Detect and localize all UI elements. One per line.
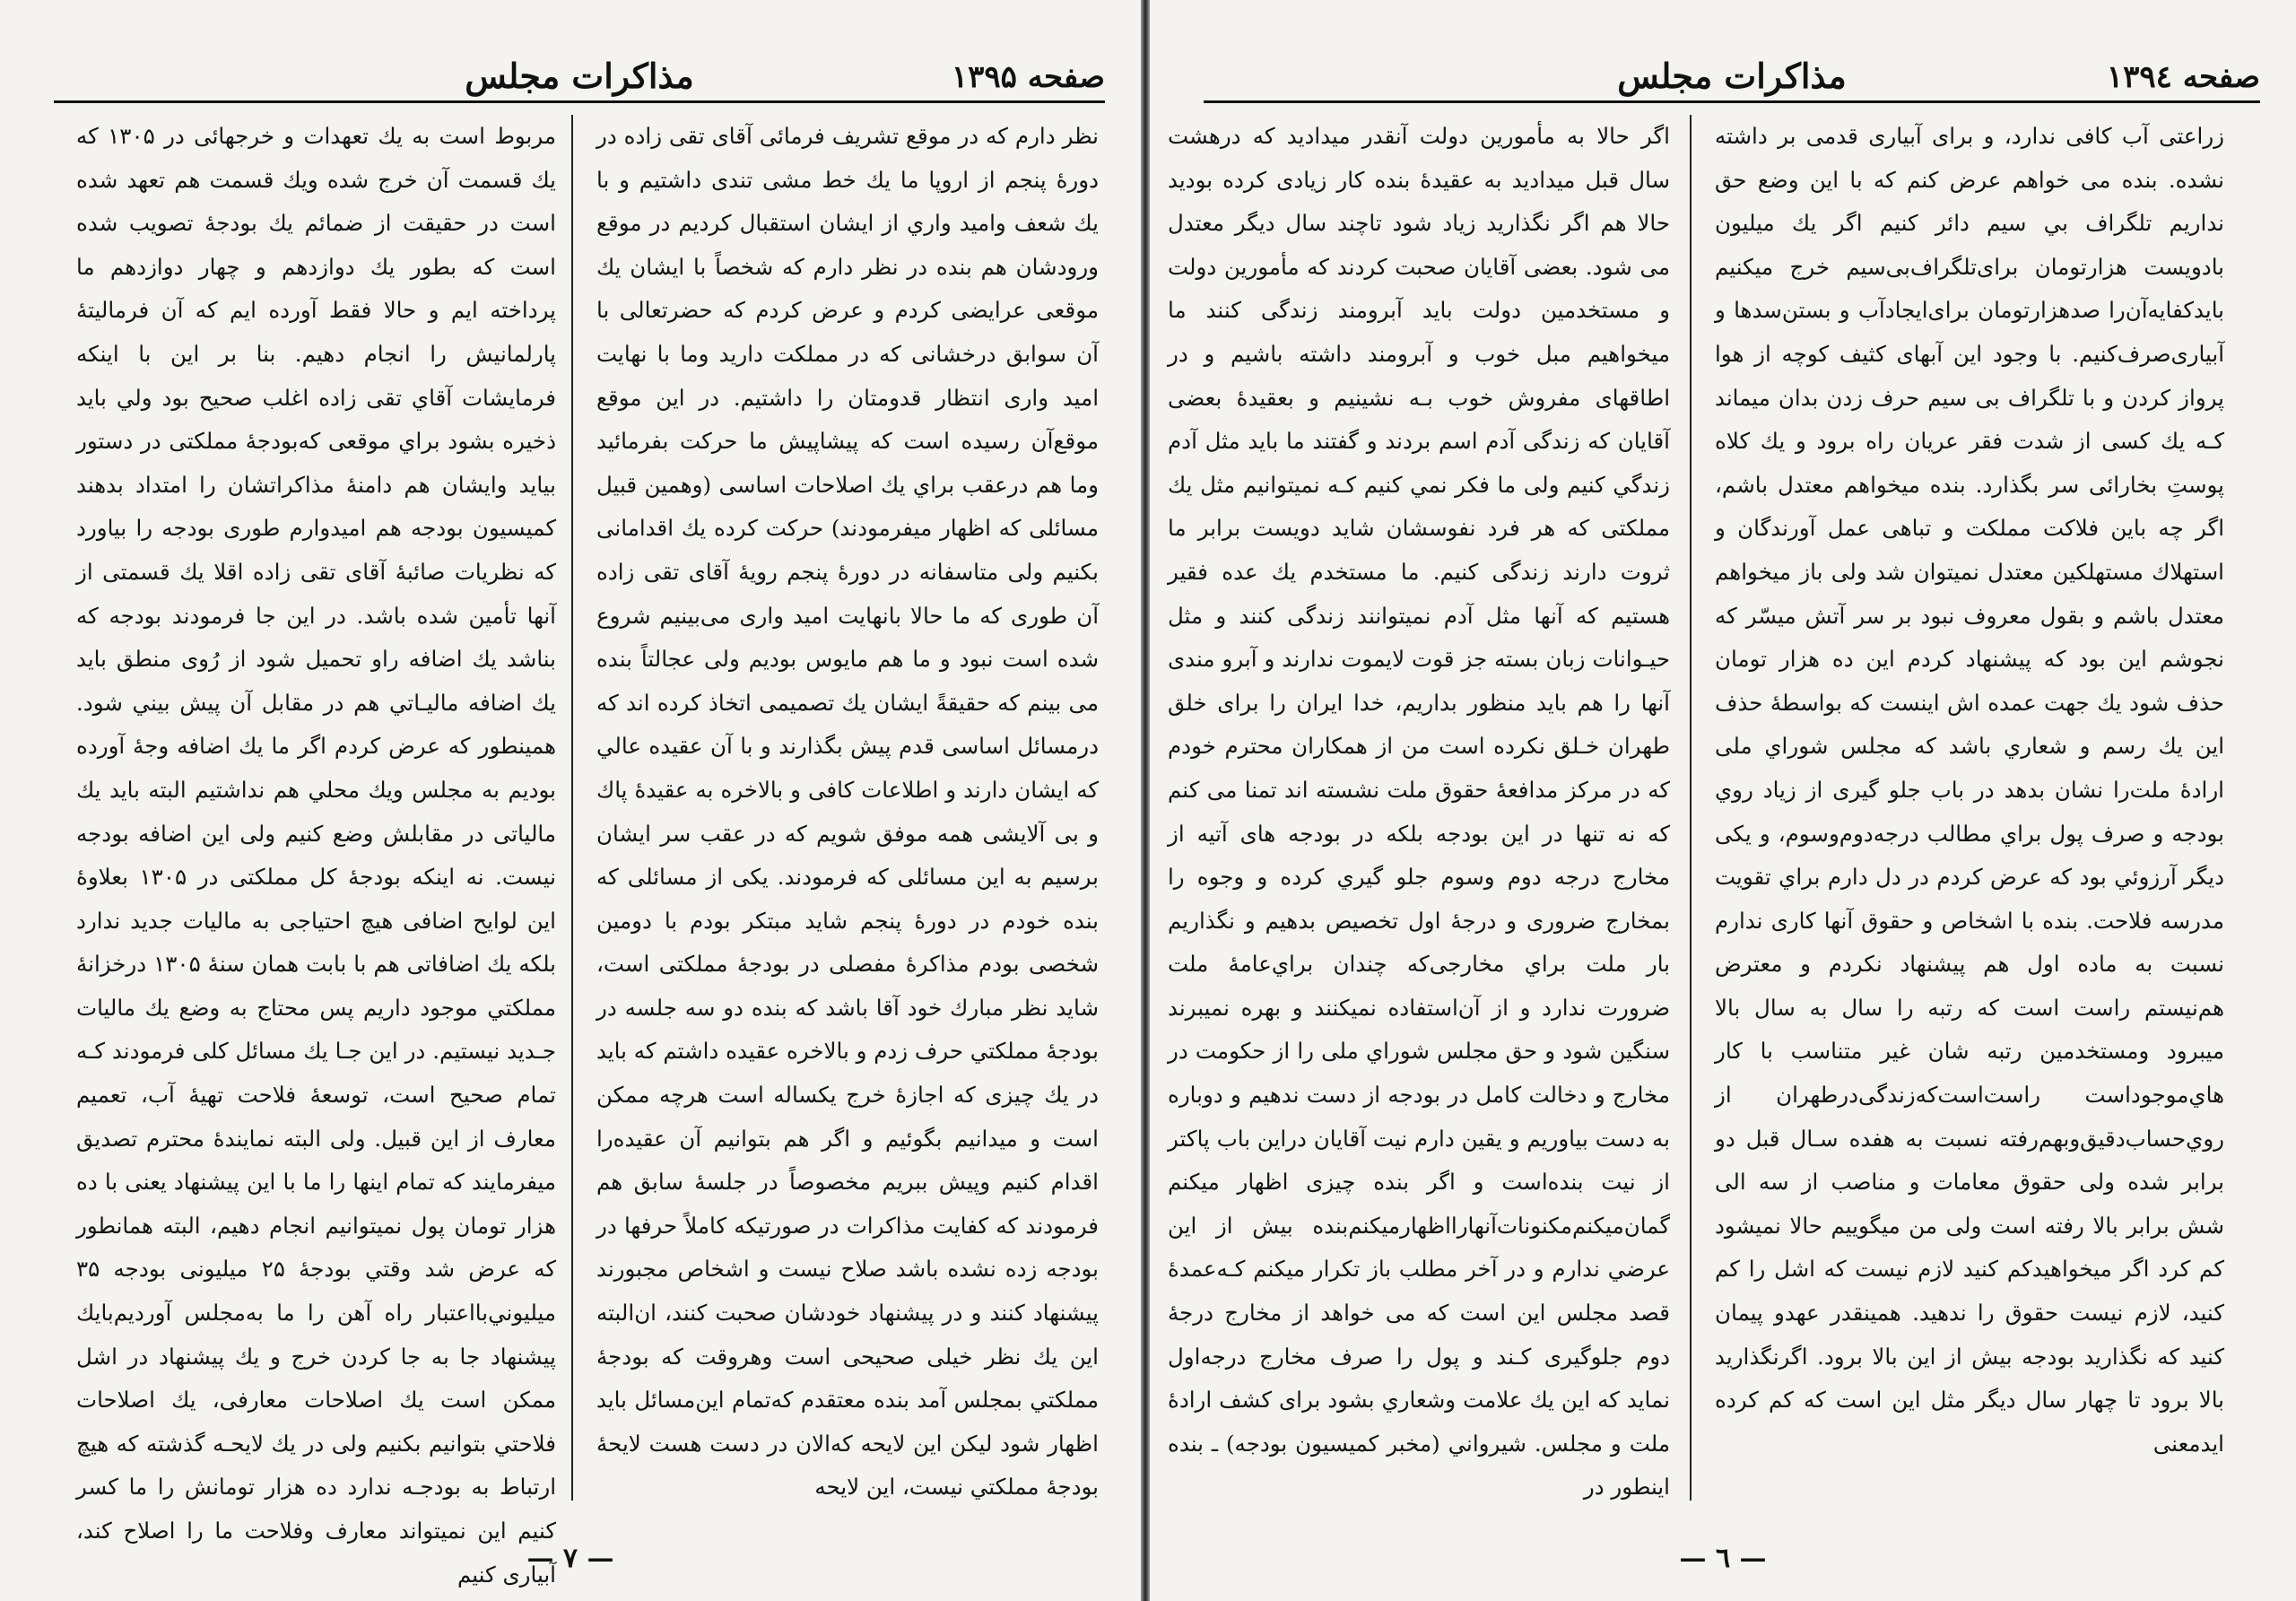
left-page-left-column [76, 115, 557, 1588]
right-page-footer: — ٦ — [1679, 1543, 1767, 1574]
right-page-number: صفحه ۱۳۹٤ [2106, 59, 2260, 95]
column-text: زراعتی آب کافی ندارد، و برای آبیاری قدمی بر داشته نشده. بنده می خواهم عرض کنم که با این وضع حق نداریم تلگراف بي سیم دائر کنیم اگر یك میلیون بادویست هزارتومان برای‌تلگراف‌بی‌سیم خرج میکنیم باید‌کفایه‌آن‌را صدهزارتومان برای‌ایجادآب و بستن‌سدها و آبیاری‌صرف‌کنیم. با وجود این آبهای کثیف کوچه از هوا پرواز کردن و با تلگراف بی سیم حرف زدن بدان میماند کـه یك کسی از شدت فقر عریان راه برود و یك کلاه پوستِ بخارائی سر بگذارد. بنده میخواهم معتدل باشم، اگر چه باین فلاکت مملکت و تباهی عمل آورندگان و استهلاك مستهلکین معتدل نمیتوان شد ولی باز میخواهم معتدل باشم و بقول معروف‌ نبود بر سر آتش میسّر که نجوشم این بود که پیشنهاد کردم این ده هزار تومان حذف شود یك جهت عمده اش اینست که بواسطهٔ حذف این یك رسم و شعاري باشد که مجلس شوراي ملی ارادهٔ ملت‌را نشان بدهد در باب جلو گیری از زیاد روي بودجه و صرف پول براي مطالب درجه‌دوم‌وسوم، و یکی دیگر آرزوئي بود که عرض کردم در دل دارم براي تقویت مدرسه فلاحت. بنده با اشخاص و حقوق آنها کاری ندارم نسبت به ماده اول هم پیشنهاد نکردم و معترض هم‌نیستم راست است که رتبه را سال به سال بالا میبرود ومستخدمین رتبه شان غیر متناسب با کار هاي‌موجوداست راست‌است‌که‌زندگی‌در‌طهران از روي‌حساب‌دقیق‌وبهم‌رفته نسبت به هفده سـال قبل دو برابر شده ولی حقوق معامات و مناصب از سه الی شش برابر بالا رفته است ولی من میگوییم حالا نمیشود کم کرد اگر میخواهید‌کم کنید لازم نیست که اشل را کم کنید، لازم نیست حقوق را ندهید. همینقدر عهدو پیمان کنید که نگذارید بودجه بیش از این بالا برود. اگرنگذارید بالا برود تا چهار سال دیگر مثل این است که کم کرده ایدمعنی [1715, 123, 2224, 1457]
column-text: مربوط است به یك تعهدات و خرجهائی در ۱۳۰۵ که یك قسمت آن خرج شده ویك قسمت هم تعهد شده است در حقیقت از ضمائم یك بودجهٔ تصویب شده است که بطور یك دوازدهم و چهار دوازدهم ما پرداخته ایم و حالا فقط آورده ایم که آن فرمالیتهٔ پارلمانیش را انجام دهیم. بنا بر این با اینکه فرمایشات آقاي تقی زاده اغلب صحیح بود ولي باید ذخیره بشود براي موقعی که‌بودجهٔ مملکتی در دستور بیاید وایشان هم دامنهٔ مذاکراتشان را امتداد بدهند کمیسیون بودجه هم امیدوارم طوری بودجه را بیاورد که نظریات صائبهٔ آقای تقی زاده اقلا یك قسمتی از آنها تأمین شده باشد. در این جا فرمودند بودجه که بناشد یك اضافه راو تحمیل شود از رُوی منطق باید یك اضافه مالیـاتي هم در مقابل آن پیش بيني شود. همینطور که عرض کردم اگر ما یك اضافه وجهٔ آورده بودیم به مجلس ویك محلي هم نداشتیم البته باید یك مالیاتی در مقابلش وضع کنیم ولی این اضافه بودجه نیست. نه اینکه بودجهٔ کل مملکتی در ۱۳۰۵ بعلاوهٔ این لوایح اضافی هیچ احتیاجی به مالیات جدید ندارد بلکه یك اضافاتی هم با بابت همان سنهٔ ۱۳۰۵ درخزانهٔ مملکتي موجود داریم پس محتاج به وضع یك مالیات جـدید نیستیم. در این جـا یك مسائل کلی فرمودند کـه تمام صحیح است، توسعهٔ فلاحت تهیهٔ آب، تعمیم معارف از این قبیل. ولی البته نمایندهٔ محترم تصدیق میفرمایند که تمام اینها را ما با این پیشنهاد یعنی با ده هزار تومان پول نمیتوانیم انجام دهیم، البته همانطور که عرض شد وقتي بودجهٔ ۲۵ میلیونی بودجه ۳۵ میلیوني‌بااعتبار راه آهن را ما به‌مجلس آوردیم‌بایك پیشنهاد جا به جا کردن خرج و یك پیشنهاد در اشل ممکن است یك اصلاحات معارفی، یك اصلاحات فلاحتي بتوانیم بکنیم ولی در یك لایحـه گذشته که هیچ ارتباط به بودجـه ندارد ده هزار تومانش را ما کسر کنیم این نمیتواند معارف وفلاحت ما را اصلاح کند، آبیاری کنیم [76, 123, 557, 1588]
left-running-title: مذاکرات مجلس [465, 56, 694, 96]
right-page [1150, 0, 2296, 1601]
left-page-footer: — ۷ — [526, 1543, 614, 1574]
left-page-right-column [596, 115, 1099, 1501]
column-divider [1690, 115, 1692, 1501]
right-page-right-column [1715, 115, 2224, 1501]
right-running-title: مذاکرات مجلس [1617, 56, 1847, 96]
column-text: اگر حالا به مأمورین دولت آنقدر میدادید که درهشت سال قبل میدادید به عقیدهٔ بنده کار زیادی کرده بودید حالا هم اگر نگذارید زیاد شود تاچند سال دیگر معتدل می شود. بعضی آقایان صحبت کردند که مأمورین دولت و مستخدمین دولت باید آبرومند زندگی کنند ما میخواهیم مبل خوب و آبرومند داشته باشیم و در اطاقهای مفروش خوب بـه نشینیم و بعقیدهٔ بعضی آقایان که زندگی آدم اسم بردند و گفتند ما باید مثل آدم زندگي کنیم ولی ما فکر نمي کنیم کـه نمیتوانیم مثل یك مملکتی که هر فرد نفوسشان شاید دویست برابر ما ثروت دارند زندگی کنیم. ما مستخدم یك عده فقیر هستیم که آنها مثل آدم نمیتوانند زندگی کنند و مثل حیـوانات زبان بسته جز قوت لایموت ندارند و آبرو مندی آنها را هم باید منظور بداریم، خدا ایران را برای خلق طهران خـلق نکرده است من از همکاران محترم خودم که در مرکز مدافعهٔ حقوق ملت نشسته اند تمنا می کنم که نه تنها در این بودجه بلکه در بودجه های آتیه از مخارج درجه دوم وسوم جلو گیري کرده و وجوه را بمخارج ضروری و درجهٔ اول تخصیص بدهیم و نگذاریم بار ملت براي مخارجی‌که چندان براي‌عامهٔ ملت ضرورت ندارد و از آن‌استفاده نمیکنند و بهره نمیبرند سنگین شود و حق مجلس شوراي ملی را از حکومت در مخارج و دخالت کامل در بودجه از دست ندهیم و دوباره به دست بیاوریم و یقین دارم نیت آقایان دراین باب پاکتر از نیت بنده‌است و اگر بنده چیزی اظهار میکنم گمان‌میکنم‌مکنونات‌آنهارااظهارمیکنم‌بنده بیش از این عرضي ندارم و در آخر مطلب باز تکرار میکنم کـه‌عمدهٔ قصد مجلس این است که می خواهد از مخارج درجهٔ دوم جلوگیری کـند و پول را صرف مخارج درجه‌اول‌ نماید که این یك علامت وشعاري بشود برای کشف ارادهٔ ملت و مجلس. شیرواني (مخبر کمیسیون بودجه) ـ بنده اینطور در [1168, 123, 1670, 1501]
column-text: نظر دارم که در موقع تشریف فرمائی آقای تقی زاده در دورهٔ پنجم از اروپا ما یك خط مشی تندی داشتیم و با یك شعف وامید واري از ايشان استقبال کردیم در موقع ورودشان هم بنده در نظر دارم که شخصاً با ایشان یك موقعی عرایضی کردم و عرض کردم که حضرتعالی با آن سوابق درخشانی که در مملکت دارید وما با نهایت امید واری انتظار قدومتان را داشتیم. در این موقع موقع‌آن رسیده است که پیشاپیش ما حرکت بفرمائید وما هم درعقب براي یك اصلاحات اساسی (وهمین قبیل مسائلی که اظهار میفرمودند) حرکت کرده یك اقدامانی بکنیم ولی متاسفانه در دورهٔ پنجم رویهٔ آقای تقی زاده آن طوری که ما حالا بانهایت امید واری می‌بینیم شروع شده است نبود و ما هم مایوس بودیم ولی عجالتاً بنده می بینم که حقیقةً ایشان یك تصمیمی اتخاذ کرده اند که درمسائل اساسی قدم پیش بگذارند و با آن عقیده عالي که ایشان دارند و اطلاعات کافی و بالاخره به عقیدهٔ پاك و بی آلایشی همه موفق شویم که در عقب سر ایشان برسیم به این مسائلی که فرمودند. یکی از مسائلی که بنده خودم در دورهٔ پنجم شاید مبتکر بودم با دومین شخصی بودم مذاکرهٔ مفصلی در بودجهٔ مملکتی است، شاید نظر مبارك خود آقا باشد که بنده دو سه جلسه در بودجهٔ مملکتي حرف زدم و بالاخره عقیده داشتم که باید در یك چیزی که اجازهٔ خرج یکساله است هرچه ممکن است و میدانیم بگوئیم و اگر هم بتوانیم آن عقیده‌را اقدام کنیم وپیش ببریم مخصوصاً در جلسهٔ سابق هم فرمودند که کفایت مذاکرات در صورتیکه کاملاً حرفها در بودجه زده نشده باشد صلاح نیست و اشخاص مجبورند پیشنهاد کنند و در پیشنهاد خودشان صحبت کنند، ان‌البته این یك نظر خیلی صحیحی است وهروقت که بودجهٔ مملکتي بمجلس آمد بنده معتقدم که‌تمام این‌مسائل باید اظهار شود لیکن این لایحه که‌الان در دست هست لایحهٔ بودجهٔ مملکتي نیست، این لایحه [596, 123, 1099, 1501]
right-page-left-column [1168, 115, 1670, 1501]
left-page [0, 0, 1141, 1601]
left-page-header [54, 56, 1105, 103]
column-divider [571, 115, 573, 1501]
book-gutter [1141, 0, 1150, 1601]
left-page-number: صفحه ۱۳۹۵ [951, 59, 1105, 95]
right-page-header [1204, 56, 2260, 103]
